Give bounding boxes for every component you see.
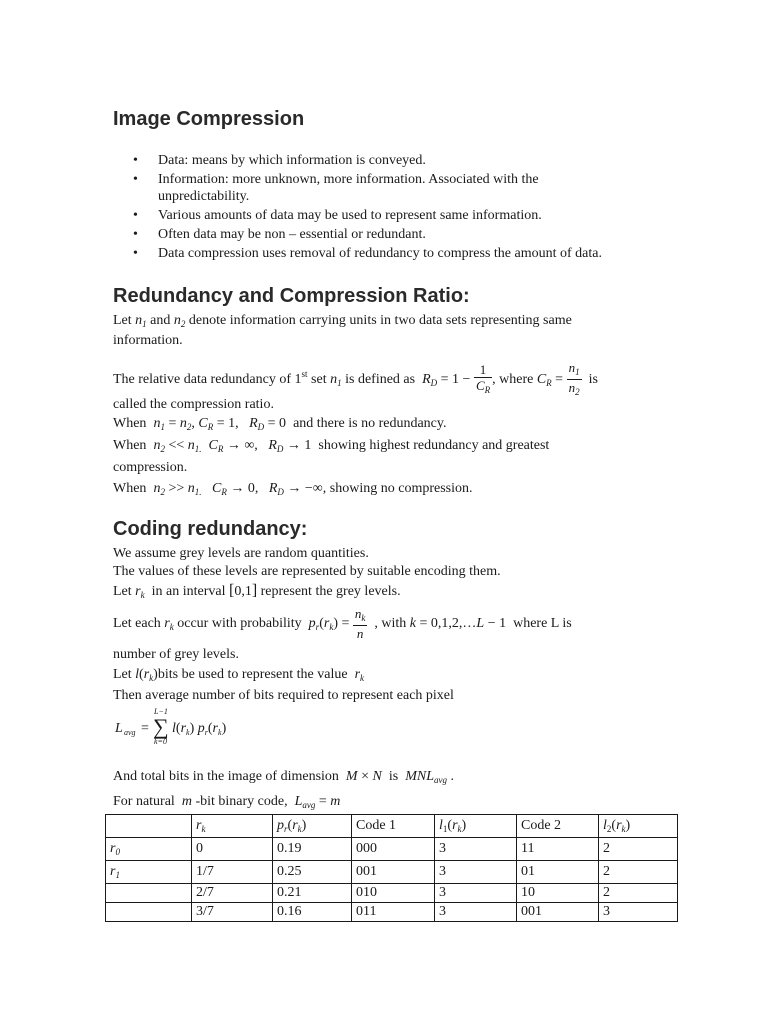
list-item: • Information: more unknown, more information. Associated with the unpredictability. (113, 171, 588, 205)
paragraph-average-bits: Then average number of bits required to represent each pixel (113, 688, 454, 703)
table-cell: $r_0$ (106, 838, 192, 861)
table-cell: 3 (435, 884, 517, 903)
paragraph-when-much-less: When $n_2 << n_{1.}$ $C_R$ → ∞, $R_D \to 1$ showing highest redundancy and greatest (113, 438, 550, 454)
code-table (105, 814, 678, 922)
table-cell: 010 (352, 884, 435, 903)
table-cell: 2/7 (192, 884, 273, 903)
table-cell: 011 (352, 903, 435, 922)
table-header-cell: $l_2(r_k)$ (599, 815, 678, 838)
paragraph-compression-ratio: called the compression ratio. (113, 397, 274, 412)
svg-text:L: L (115, 721, 123, 736)
paragraph-let-n1-n2: Let $n_1$ and $n_2$ denote information carrying units in two data sets representing same (113, 313, 572, 329)
list-item: • Often data may be non – essential or redundant. (113, 226, 673, 243)
page-title: Image Compression (113, 108, 305, 130)
table-cell: 000 (352, 838, 435, 861)
table-cell: 0 (192, 838, 273, 861)
table-cell: 2 (599, 884, 678, 903)
formula-1-over-cr: $\frac{1}{C_R}$ (475, 361, 491, 395)
table-cell: 11 (517, 838, 599, 861)
table-cell: 0.16 (273, 903, 352, 922)
table-header-cell: Code 2 (517, 815, 599, 838)
table-cell: 001 (352, 861, 435, 884)
svg-text:L−1: L−1 (154, 707, 168, 716)
paragraph-number-grey-levels: number of grey levels. (113, 647, 239, 662)
list-item: • Various amounts of data may be used to represent same information. (113, 207, 673, 224)
paragraph-when-much-greater: When $n_2 >> n_{1.}$ $C_R \to 0$, $R_D$ → −∞, showing no compression. (113, 481, 473, 497)
table-cell: 0.21 (273, 884, 352, 903)
paragraph-relative-redundancy: The relative data redundancy of 1st set $n_1$ is defined as $R_D = 1$ − $\frac{1}{C_R}$ , where $C_R$ = $\frac{n_1}{n_2}$ is (113, 359, 598, 397)
table-cell: 01 (517, 861, 599, 884)
table-cell: 0.25 (273, 861, 352, 884)
svg-text:l(rk) pr(rk): $l(r_k)$ $p_r(r_k)$ (172, 721, 227, 737)
table-cell: 0.19 (273, 838, 352, 861)
paragraph-compression: compression. (113, 460, 188, 475)
paragraph-encoding: The values of these levels are represented by suitable encoding them. (113, 564, 501, 579)
section-heading-redundancy: Redundancy and Compression Ratio: (113, 285, 470, 307)
svg-text:avg: avg (124, 728, 136, 737)
formula-l-avg (113, 706, 273, 748)
list-item: • Data: means by which information is conveyed. (113, 152, 673, 169)
table-header-cell: Code 1 (352, 815, 435, 838)
table-row (106, 838, 678, 861)
paragraph-information: information. (113, 333, 183, 348)
svg-text:k=0: k=0 (154, 737, 167, 746)
table-cell (106, 884, 192, 903)
table-header-cell: $l_1(r_k)$ (435, 815, 517, 838)
svg-text:=: = (141, 721, 149, 736)
table-cell: 10 (517, 884, 599, 903)
paragraph-total-bits: And total bits in the image of dimension M × N is $MNL_{avg}$ . (113, 769, 454, 785)
paragraph-random-quantities: We assume grey levels are random quantities. (113, 546, 369, 561)
table-row (106, 903, 678, 922)
paragraph-when-equal: When $n_1 = n_2$, $C_R = 1$, $R_D = 0$ and there is no redundancy. (113, 416, 447, 432)
bullet-list (113, 152, 673, 264)
table-cell: 3 (435, 861, 517, 884)
table-header-cell: $r_k$ (192, 815, 273, 838)
table-header-row (106, 815, 678, 838)
table-header-cell (106, 815, 192, 838)
paragraph-bits-value: Let $l(r_k)bits$ be used to represent the value $r_k$ (113, 667, 365, 683)
table-header-cell: $p_r(r_k)$ (273, 815, 352, 838)
list-item: • Data compression uses removal of redundancy to compress the amount of data. (113, 245, 673, 262)
paragraph-probability: Let each $r_k$ occur with probability $p_r(r_k)$ = $\frac{n_k}{n}$ , with k = 0,1,2,…L − 1 where L is (113, 605, 572, 641)
section-heading-coding-redundancy: Coding redundancy: (113, 518, 308, 540)
table-cell: 2 (599, 861, 678, 884)
formula-nk-over-n: $\frac{n_k}{n}$ (354, 605, 366, 641)
formula-n1-over-n2: $\frac{n_1}{n_2}$ (568, 359, 580, 397)
table-cell: 3/7 (192, 903, 273, 922)
table-cell: 2 (599, 838, 678, 861)
paragraph-interval: Let $r_k$ in an interval [0,1] represent the grey levels. (113, 582, 401, 600)
table-cell: 3 (435, 838, 517, 861)
table-cell: 1/7 (192, 861, 273, 884)
paragraph-natural-binary: For natural m -bit binary code, $L_{avg} = m$ (113, 794, 341, 810)
table-row (106, 861, 678, 884)
svg-text:∑: ∑ (153, 714, 169, 739)
table-cell: $r_1$ (106, 861, 192, 884)
table-cell: 3 (599, 903, 678, 922)
table-cell: 001 (517, 903, 599, 922)
table-cell (106, 903, 192, 922)
table-cell: 3 (435, 903, 517, 922)
table-row (106, 884, 678, 903)
